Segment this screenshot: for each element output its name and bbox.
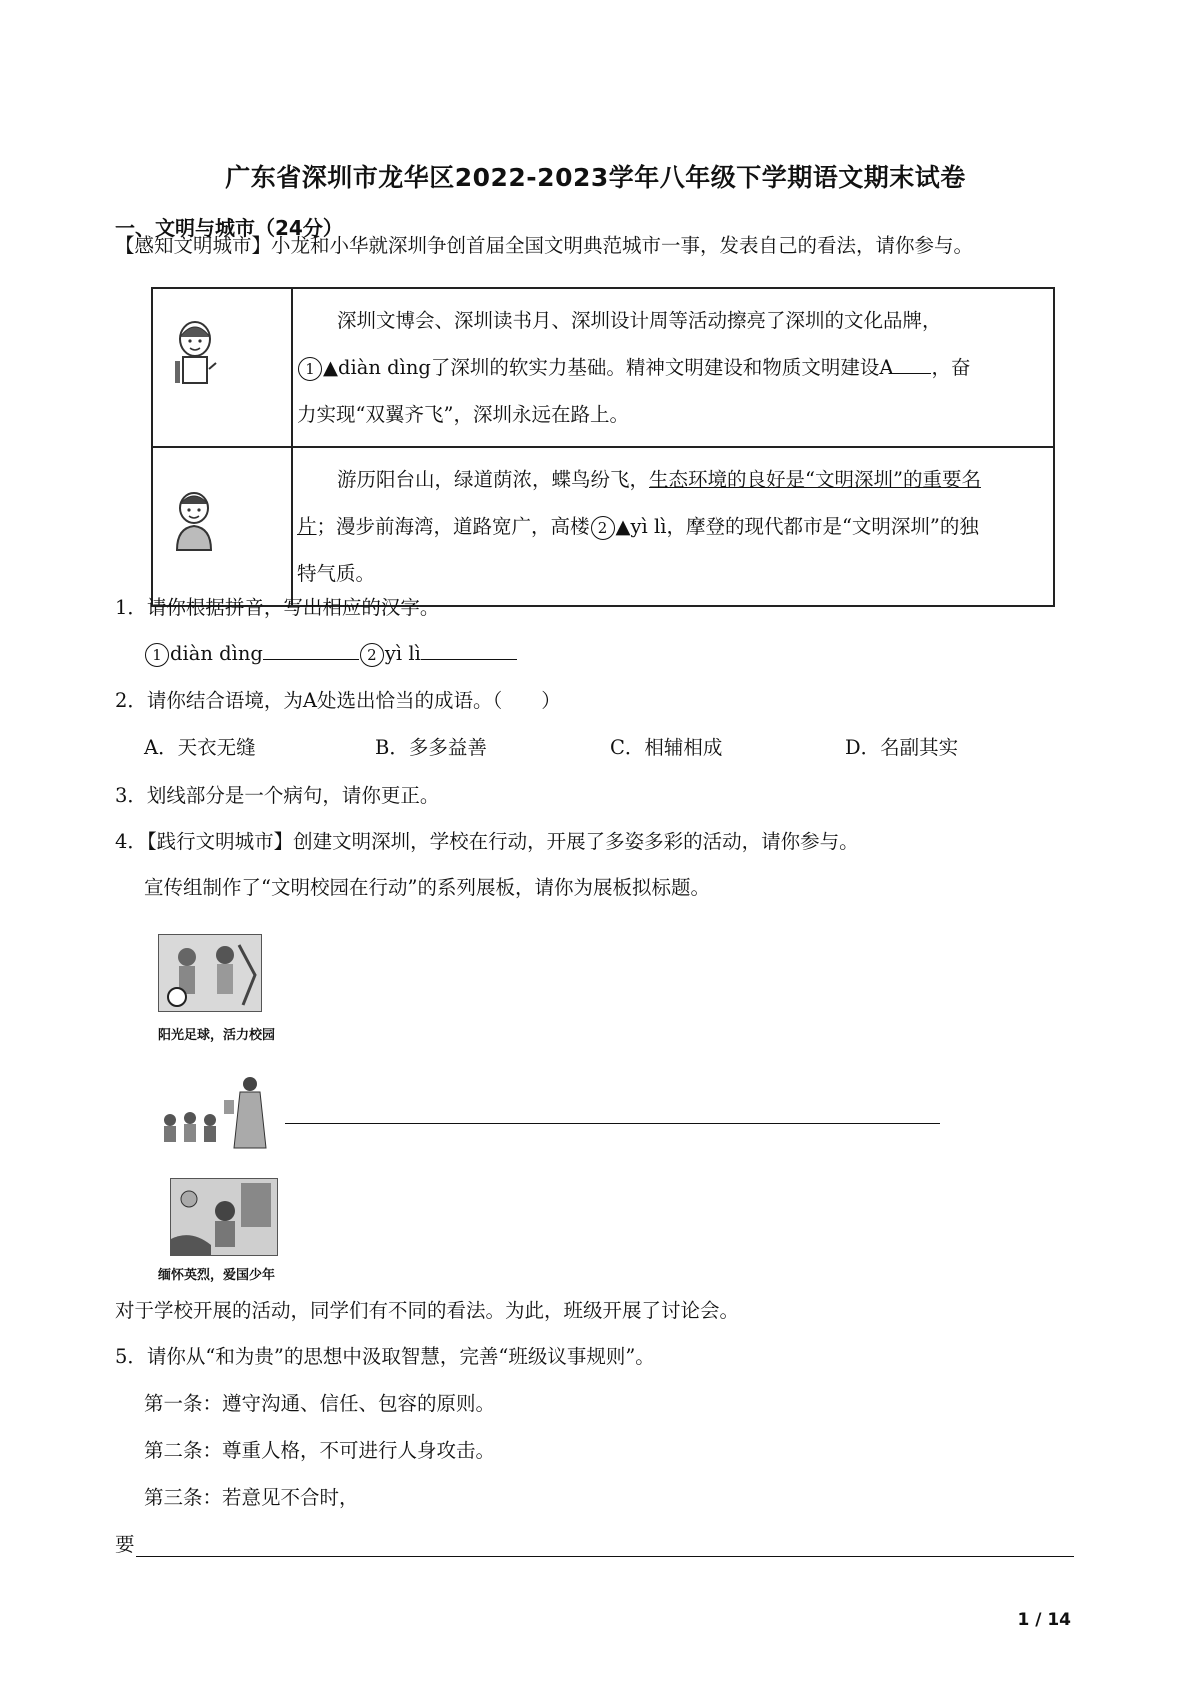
underlined-sentence: 生态环境的良好是“文明深圳”的重要名 — [649, 468, 981, 491]
dialogue-text: 游历阳台山，绿道荫浓，蝶鸟纷飞， — [337, 468, 650, 491]
question-5: 5．请你从“和为贵”的思想中汲取智慧，完善“班级议事规则”。 — [115, 1345, 655, 1368]
rule-answer-line[interactable] — [136, 1556, 1074, 1557]
underlined-sentence: 片 — [297, 515, 317, 538]
answer-blank[interactable] — [893, 373, 931, 374]
rule-3-prefix: 要 — [115, 1533, 135, 1556]
avatar-cell-boy — [152, 447, 292, 606]
rule-3: 第三条：若意见不合时， — [144, 1486, 359, 1509]
option-c[interactable]: C．相辅相成 — [610, 736, 723, 759]
dialogue-line: 特气质。 — [297, 562, 376, 585]
question-3: 3．划线部分是一个病句，请你更正。 — [115, 784, 440, 807]
rule-2: 第二条：尊重人格，不可进行人身攻击。 — [144, 1439, 496, 1462]
group-illustration-icon — [158, 1070, 270, 1150]
page-number: 1 / 14 — [1017, 1610, 1071, 1630]
pinyin-2: yì lì — [384, 642, 421, 665]
circled-number: 2 — [360, 643, 384, 667]
dialogue-text: ；漫步前海湾，道路宽广，高楼 — [316, 515, 590, 538]
question-4: 4．【践行文明城市】创建文明深圳，学校在行动，开展了多姿多彩的活动，请你参与。 — [115, 830, 859, 853]
option-a[interactable]: A．天衣无缝 — [144, 736, 256, 759]
dialogue-table — [151, 287, 1055, 607]
title-answer-line[interactable] — [285, 1123, 940, 1124]
dialogue-text: ，奋 — [931, 356, 971, 379]
dialogue-line: 深圳文博会、深圳读书月、深圳设计周等活动擦亮了深圳的文化品牌， — [337, 309, 942, 332]
poster-caption-1: 阳光足球，活力校园 — [158, 1028, 276, 1043]
question-2-options — [0, 734, 1191, 762]
question-2: 2．请你结合语境，为A处选出恰当的成语。（ ） — [115, 689, 561, 712]
answer-blank-2[interactable] — [421, 659, 517, 660]
dialogue-line: 力实现“双翼齐飞”，深圳永远在路上。 — [297, 403, 629, 426]
section-heading: 一、文明与城市（24分） — [115, 216, 343, 240]
dialogue-text-2 — [292, 447, 1054, 606]
discussion-text: 对于学校开展的活动，同学们有不同的看法。为此，班级开展了讨论会。 — [115, 1299, 740, 1322]
circled-number: 1 — [298, 357, 322, 381]
girl-avatar-icon — [171, 317, 221, 387]
dialogue-text-1 — [292, 288, 1054, 447]
question-1: 1．请你根据拼音，写出相应的汉字。 — [115, 596, 440, 619]
question-4-sub: 宣传组制作了“文明校园在行动”的系列展板，请你为展板拟标题。 — [144, 876, 710, 899]
football-poster-image — [158, 934, 262, 1012]
memorial-illustration-icon — [171, 1179, 277, 1255]
football-illustration-icon — [159, 935, 261, 1011]
question-1-blanks — [144, 640, 517, 668]
rule-1: 第一条：遵守沟通、信任、包容的原则。 — [144, 1392, 496, 1415]
pinyin-1: diàn dìng — [170, 642, 263, 665]
dialogue-line — [297, 503, 1051, 550]
option-b[interactable]: B．多多益善 — [375, 736, 487, 759]
boy-avatar-icon — [169, 488, 219, 554]
exam-title: 广东省深圳市龙华区2022-2023学年八年级下学期语文期末试卷 — [225, 163, 966, 192]
dialogue-line — [297, 344, 1051, 391]
poster-caption-3: 缅怀英烈，爱国少年 — [158, 1268, 276, 1283]
answer-blank-1[interactable] — [263, 659, 359, 660]
circled-number: 1 — [145, 643, 169, 667]
dialogue-text: ▲yì lì，摩登的现代都市是“文明深圳”的独 — [615, 515, 979, 538]
avatar-cell-girl — [152, 288, 292, 447]
heroes-poster-image — [170, 1178, 278, 1256]
reading-poster-image — [158, 1070, 270, 1150]
circled-number: 2 — [591, 516, 615, 540]
dialogue-text: ▲diàn dìng了深圳的软实力基础。精神文明建设和物质文明建设A — [323, 356, 894, 379]
option-d[interactable]: D．名副其实 — [845, 736, 959, 759]
dialogue-line — [297, 456, 1051, 503]
intro-text: 【感知文明城市】小龙和小华就深圳争创首届全国文明典范城市一事，发表自己的看法，请你参与。 — [115, 234, 974, 257]
